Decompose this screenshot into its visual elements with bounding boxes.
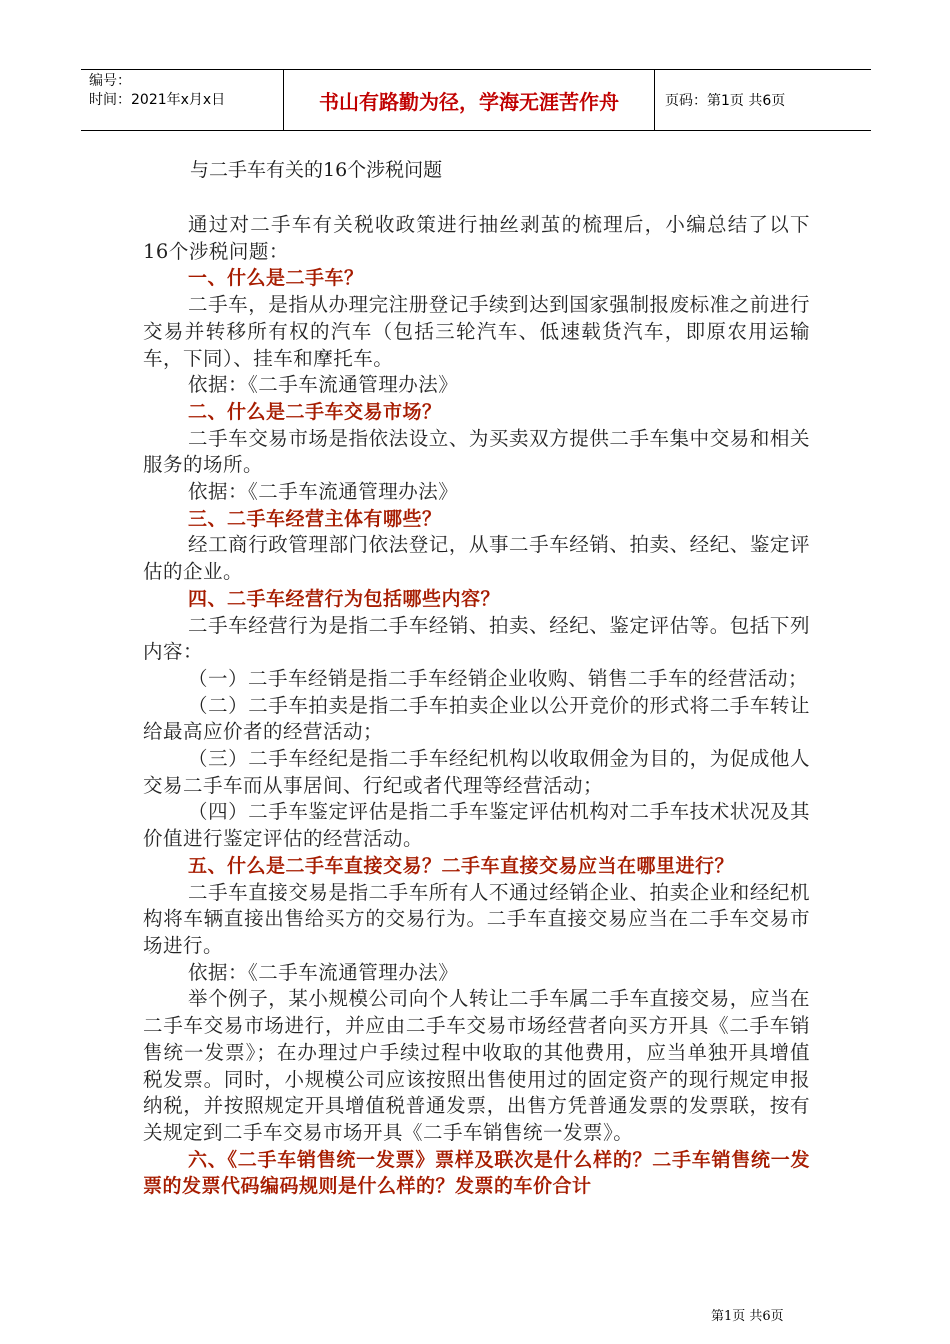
paragraph: 通过对二手车有关税收政策进行抽丝剥茧的梳理后，小编总结了以下16个涉税问题： — [143, 213, 810, 263]
section-heading: 二、什么是二手车交易市场？ — [188, 400, 442, 423]
paragraph: （二）二手车拍卖是指二手车拍卖企业以公开竞价的形式将二手车转让给最高应价者的经营活动； — [143, 693, 810, 744]
footer-page-info: 第1页 共6页 — [711, 1309, 784, 1324]
number-label: 编号： — [89, 73, 131, 89]
paragraph: 二手车交易市场是指依法设立、为买卖双方提供二手车集中交易和相关服务的场所。 — [143, 426, 810, 477]
section-heading: 六、《二手车销售统一发票》票样及联次是什么样的？二手车销售统一发票的发票代码编码规则是什么样的？发票的车价合计 — [143, 1148, 810, 1198]
paragraph: 二手车经营行为是指二手车经销、拍卖、经纪、鉴定评估等。包括下列内容： — [143, 613, 810, 664]
section-heading: 五、什么是二手车直接交易？二手车直接交易应当在哪里进行？ — [188, 854, 735, 877]
paragraph: 依据：《二手车流通管理办法》 — [188, 373, 459, 397]
header-meta — [81, 70, 283, 130]
paragraph: 依据：《二手车流通管理办法》 — [188, 480, 459, 504]
paragraph: 举个例子，某小规模公司向个人转让二手车属二手车直接交易，应当在二手车交易市场进行，并应由二手车交易市场经营者向买方开具《二手车销售统一发票》；在办理过户手续过程中收取的其他费用，应当单独开具增值税发票。同时，小规模公司应该按照出售使用过的固定资产的现行规定申报纳税，并按照规定开具增值税普通发票，出售方凭普通发票的发票联，按有关规定到二手车交易市场开具《二手车销售统一发票》。 — [143, 987, 810, 1144]
document-title: 与二手车有关的16个涉税问题 — [190, 159, 443, 181]
paragraph: （一）二手车经销是指二手车经销企业收购、销售二手车的经营活动； — [188, 666, 809, 690]
header-page-info: 页码：第1页 共6页 — [665, 93, 786, 109]
document-body — [143, 212, 810, 1200]
section-heading: 四、二手车经营行为包括哪些内容？ — [188, 587, 501, 610]
paragraph: 依据：《二手车流通管理办法》 — [188, 960, 459, 984]
paragraph: 二手车直接交易是指二手车所有人不通过经销企业、拍卖企业和经纪机构将车辆直接出售给买方的交易行为。二手车直接交易应当在二手车交易市场进行。 — [143, 880, 810, 957]
paragraph: （三）二手车经纪是指二手车经纪机构以收取佣金为目的，为促成他人交易二手车而从事居间、行纪或者代理等经营活动； — [143, 747, 810, 797]
paragraph: （四）二手车鉴定评估是指二手车鉴定评估机构对二手车技术状况及其价值进行鉴定评估的经营活动。 — [143, 800, 810, 851]
page-header — [81, 69, 871, 131]
section-heading: 三、二手车经营主体有哪些？ — [188, 507, 442, 530]
paragraph: 经工商行政管理部门依法登记，从事二手车经销、拍卖、经纪、鉴定评估的企业。 — [143, 533, 810, 584]
section-heading: 一、什么是二手车？ — [188, 267, 364, 290]
paragraph: 二手车，是指从办理完注册登记手续到达到国家强制报废标准之前进行交易并转移所有权的汽车（包括三轮汽车、低速载货汽车，即原农用运输车，下同）、挂车和摩托车。 — [143, 293, 810, 370]
time-label: 时间：2021年x月x日 — [89, 92, 226, 108]
header-motto: 书山有路勤为径，学海无涯苦作舟 — [283, 70, 655, 130]
